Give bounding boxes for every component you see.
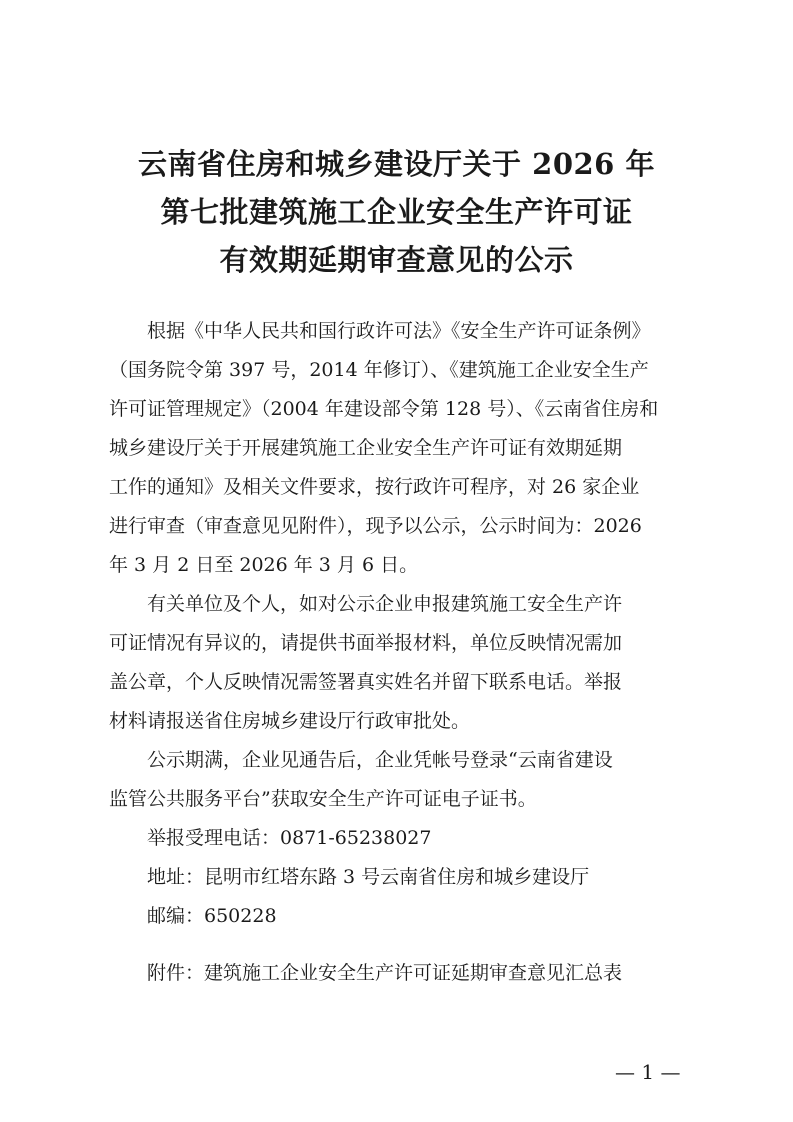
body-paragraph-2-line: 有关单位及个人，如对公示企业申报建筑施工安全生产许 [147, 593, 623, 615]
body-paragraph-3-line: 公示期满，企业见通告后，企业凭帐号登录“云南省建设 [147, 749, 613, 771]
body-paragraph-1-line: 许可证管理规定》（2004 年建设部令第 128 号）、《云南省住房和 [109, 398, 659, 420]
contact-postcode: 邮编：650228 [147, 905, 277, 927]
body-paragraph-1-line: 年 3 月 2 日至 2026 年 3 月 6 日。 [109, 554, 419, 576]
body-paragraph-1-line: 工作的通知》及相关文件要求，按行政许可程序，对 26 家企业 [109, 476, 640, 498]
body-paragraph-1-line: （国务院令第 397 号，2014 年修订）、《建筑施工企业安全生产 [109, 359, 649, 381]
contact-phone: 举报受理电话：0871-65238027 [147, 827, 432, 849]
body-paragraph-1-line: 根据《中华人民共和国行政许可法》《安全生产许可证条例》 [147, 320, 651, 342]
page-number: — 1 — [615, 1060, 681, 1084]
attachment-note: 附件：建筑施工企业安全生产许可证延期审查意见汇总表 [147, 962, 623, 984]
body-paragraph-1-line: 城乡建设厅关于开展建筑施工企业安全生产许可证有效期延期 [109, 437, 623, 459]
document-title-line-1: 云南省住房和城乡建设厅关于 2026 年 [138, 147, 655, 181]
contact-address: 地址：昆明市红塔东路 3 号云南省住房和城乡建设厅 [147, 866, 590, 888]
body-paragraph-1-line: 进行审查（审查意见见附件），现予以公示，公示时间为：2026 [109, 515, 642, 537]
body-paragraph-2-line: 材料请报送省住房城乡建设厅行政审批处。 [109, 710, 471, 732]
document-title-line-2: 第七批建筑施工企业安全生产许可证 [160, 195, 633, 229]
body-paragraph-2-line: 盖公章，个人反映情况需签署真实姓名并留下联系电话。举报 [109, 671, 623, 693]
document-title-line-3: 有效期延期审查意见的公示 [219, 243, 574, 277]
body-paragraph-2-line: 可证情况有异议的，请提供书面举报材料，单位反映情况需加 [109, 632, 623, 654]
body-paragraph-3-line: 监管公共服务平台”获取安全生产许可证电子证书。 [109, 788, 537, 810]
